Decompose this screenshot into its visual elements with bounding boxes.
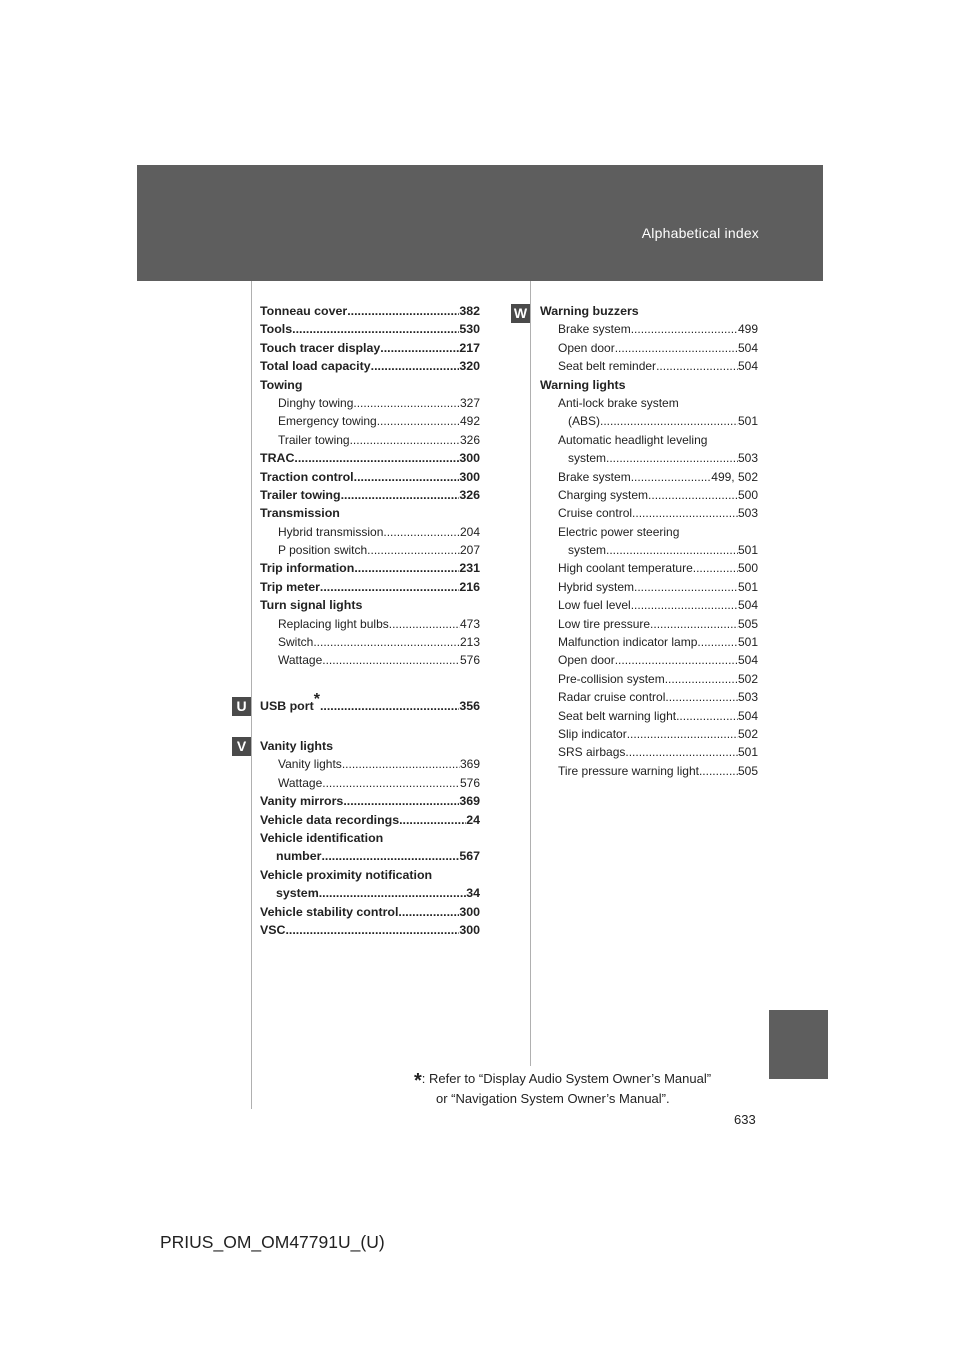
leader-dots [322, 776, 460, 790]
entry-page: 500 [737, 487, 758, 502]
entry-label: Vehicle identification [260, 830, 384, 845]
entry-page: 504 [737, 340, 758, 355]
entry-page: 501 [737, 745, 758, 760]
entry-page: 502 [737, 671, 758, 686]
entry-label: VSC [260, 922, 286, 937]
entry-label: Vehicle proximity notification [260, 867, 433, 882]
entry-label: Hybrid transmission [278, 524, 384, 539]
entry-label: Total load capacity [260, 359, 371, 374]
index-entry [540, 598, 758, 616]
entry-label: Switch [278, 635, 314, 650]
leader-dots [600, 414, 738, 428]
index-entry [260, 525, 480, 543]
entry-label: Vanity lights [278, 757, 342, 772]
entry-page: 501 [737, 414, 758, 429]
entry-page: 576 [459, 653, 480, 668]
entry-label: Low fuel level [558, 598, 631, 613]
entry-label: TRAC [260, 451, 295, 466]
leader-dots [292, 322, 459, 336]
entry-label: number [276, 849, 322, 864]
index-entry [260, 691, 480, 715]
entry-page: 382 [459, 304, 480, 318]
entry-page: 503 [737, 690, 758, 705]
entry-page: 501 [737, 579, 758, 594]
document-code: PRIUS_OM_OM47791U_(U) [160, 1232, 385, 1252]
index-entry [260, 433, 480, 451]
index-entry [260, 831, 480, 849]
entry-label: Transmission [260, 506, 340, 521]
entry-label: Traction control [260, 469, 354, 484]
index-entry [260, 470, 480, 488]
entry-page: 501 [737, 635, 758, 650]
leader-dots [322, 653, 460, 667]
footnote-star: * [313, 691, 320, 708]
leader-dots [634, 580, 738, 594]
entry-label: (ABS) [568, 414, 601, 429]
leader-dots [615, 653, 738, 667]
page-header-band [137, 165, 823, 281]
entry-label: Brake system [558, 322, 631, 337]
entry-page: 492 [459, 414, 480, 429]
index-entry [260, 757, 480, 775]
entry-page: 300 [459, 904, 480, 919]
leader-dots [398, 905, 459, 919]
entry-page: 500 [737, 561, 758, 576]
index-entry [540, 433, 758, 451]
leader-dots [650, 617, 738, 631]
leader-dots [627, 727, 738, 741]
entry-page: 320 [459, 359, 480, 374]
leader-dots [399, 813, 466, 827]
entry-label: Dinghy towing [278, 395, 354, 410]
leader-dots [606, 451, 738, 465]
entry-page: 499, 502 [711, 469, 758, 484]
leader-dots [606, 543, 738, 557]
left-column-rule [251, 281, 252, 1109]
index-entry [540, 322, 758, 340]
footnote-line-1: : Refer to “Display Audio System Owner’s Manual” [421, 1071, 712, 1086]
index-entry [260, 868, 480, 886]
entry-page: 213 [459, 635, 480, 650]
entry-label: Vanity mirrors [260, 794, 344, 809]
index-entry [260, 488, 480, 506]
entry-page: 369 [459, 794, 480, 809]
entry-label: Open door [558, 340, 615, 355]
index-entry [540, 580, 758, 598]
index-entry [260, 635, 480, 653]
leader-dots [341, 488, 460, 502]
leader-dots [615, 341, 738, 355]
entry-page: 567 [459, 849, 480, 864]
leader-dots [631, 322, 738, 336]
leader-dots [676, 709, 738, 723]
index-entry [260, 414, 480, 432]
entry-page: 327 [459, 395, 480, 410]
entry-page: 503 [737, 451, 758, 466]
entry-label: Vanity lights [260, 739, 333, 753]
entry-label: Open door [558, 653, 615, 668]
leader-dots [389, 617, 460, 631]
entry-label: Electric power steering [558, 524, 680, 539]
index-entry [540, 414, 758, 432]
entry-page: 501 [737, 543, 758, 558]
entry-page: 24 [466, 812, 480, 827]
leader-dots [343, 794, 459, 808]
index-entry [540, 727, 758, 745]
index-entry [260, 617, 480, 635]
leader-dots [632, 506, 738, 520]
entry-page: 326 [459, 487, 480, 502]
index-entry [540, 304, 758, 322]
index-entry [260, 886, 480, 904]
index-entry [260, 653, 480, 671]
index-entry [540, 378, 758, 396]
index-entry [540, 653, 758, 671]
leader-dots [665, 672, 738, 686]
section-title: Alphabetical index [641, 225, 759, 241]
entry-page: 207 [459, 543, 480, 558]
entry-page: 300 [459, 922, 480, 937]
index-entry [540, 451, 758, 469]
leader-dots [631, 470, 712, 484]
index-entry [260, 794, 480, 812]
entry-label: Trip information [260, 561, 355, 576]
entry-label: Vehicle data recordings [260, 812, 400, 827]
entry-label: Seat belt warning light [558, 708, 677, 723]
leader-dots [383, 525, 460, 539]
index-entry [540, 525, 758, 543]
index-entry [540, 543, 758, 561]
leader-dots [697, 635, 738, 649]
entry-label: Trailer towing [278, 432, 350, 447]
index-entry [260, 739, 480, 757]
index-entry [540, 341, 758, 359]
entry-page: 502 [737, 726, 758, 741]
index-entry [260, 506, 480, 524]
leader-dots [347, 304, 459, 318]
entry-page: 503 [737, 506, 758, 521]
index-entry [540, 635, 758, 653]
leader-dots [380, 341, 459, 355]
leader-dots [656, 359, 738, 373]
index-entry [540, 617, 758, 635]
entry-label: Seat belt reminder [558, 359, 657, 374]
entry-label: Low tire pressure [558, 616, 651, 631]
entry-label: Trailer towing [260, 487, 341, 502]
entry-label: system [568, 451, 607, 466]
entry-page: 505 [737, 763, 758, 778]
leader-dots [350, 433, 460, 447]
entry-page: 499 [737, 322, 758, 337]
index-entry [260, 341, 480, 359]
entry-page: 356 [459, 699, 480, 713]
entry-label: Vehicle stability control [260, 904, 399, 919]
entry-label: Wattage [278, 775, 323, 790]
leader-dots [648, 488, 738, 502]
entry-label: Warning buzzers [540, 304, 639, 318]
entry-page: 217 [459, 340, 480, 355]
letter-tab-u: U [232, 697, 251, 716]
entry-label: P position switch [278, 543, 368, 558]
entry-label: Warning lights [540, 377, 626, 392]
entry-label: Tonneau cover [260, 304, 348, 318]
entry-label: Turn signal lights [260, 598, 363, 613]
index-entry [260, 849, 480, 867]
index-entry [260, 598, 480, 616]
entry-label: SRS airbags [558, 745, 626, 760]
index-entry [260, 776, 480, 794]
entry-label: Charging system [558, 487, 649, 502]
index-entry [540, 470, 758, 488]
index-entry [540, 690, 758, 708]
letter-tab-v: V [232, 737, 251, 756]
leader-dots [625, 745, 738, 759]
entry-page: 326 [459, 432, 480, 447]
leader-dots [353, 396, 460, 410]
entry-label: Towing [260, 377, 303, 392]
entry-page: 505 [737, 616, 758, 631]
entry-label: Cruise control [558, 506, 633, 521]
leader-dots [313, 635, 460, 649]
entry-label: Touch tracer display [260, 340, 381, 355]
entry-page: 204 [459, 524, 480, 539]
index-entry [540, 396, 758, 414]
leader-dots [367, 543, 460, 557]
index-column-left [260, 304, 480, 672]
entry-page: 504 [737, 708, 758, 723]
index-entry [260, 451, 480, 469]
index-entry [260, 322, 480, 340]
index-entry [540, 709, 758, 727]
index-entry [260, 580, 480, 598]
footnote [414, 1070, 711, 1107]
entry-label: Anti-lock brake system [558, 395, 679, 410]
leader-dots [693, 561, 738, 575]
entry-page: 576 [459, 775, 480, 790]
entry-page: 504 [737, 653, 758, 668]
entry-label: Radar cruise control. [558, 690, 669, 705]
entry-label: Brake system [558, 469, 631, 484]
leader-dots [342, 757, 460, 771]
page-number: 633 [734, 1112, 756, 1127]
leader-dots [294, 451, 459, 465]
entry-page: 504 [737, 359, 758, 374]
letter-tab-w: W [511, 304, 530, 323]
entry-page: 216 [459, 579, 480, 594]
leader-dots [320, 580, 459, 594]
chapter-tab [769, 1010, 828, 1079]
entry-label: Replacing light bulbs [278, 616, 389, 631]
index-entry [540, 561, 758, 579]
index-entry [260, 543, 480, 561]
entry-page: 231 [459, 561, 480, 576]
center-column-rule [530, 281, 531, 1066]
index-entry [540, 672, 758, 690]
index-entry [260, 396, 480, 414]
index-column-v [260, 739, 480, 941]
leader-dots [377, 414, 460, 428]
index-entry [540, 488, 758, 506]
index-entry [540, 764, 758, 782]
index-entry [260, 923, 480, 941]
entry-label: USB port* [260, 691, 320, 713]
entry-label: system [568, 543, 607, 558]
entry-page: 473 [459, 616, 480, 631]
entry-page: 369 [459, 757, 480, 772]
index-entry [260, 304, 480, 322]
entry-page: 34 [466, 886, 480, 901]
entry-page: 530 [459, 322, 480, 337]
leader-dots [699, 764, 738, 778]
leader-dots [285, 923, 459, 937]
entry-label: Wattage [278, 653, 323, 668]
entry-label: Emergency towing [278, 414, 377, 429]
entry-label: Tools [260, 322, 293, 337]
usb-entry [260, 691, 480, 715]
leader-dots [354, 470, 460, 484]
entry-label: system [276, 886, 319, 901]
index-entry [540, 359, 758, 377]
entry-label: Pre-collision system [558, 671, 665, 686]
entry-label: Slip indicator [558, 726, 627, 741]
entry-label: Malfunction indicator lamp [558, 635, 698, 650]
entry-page: 300 [459, 469, 480, 484]
entry-label: Trip meter [260, 579, 320, 594]
entry-page: 504 [737, 598, 758, 613]
leader-dots [371, 359, 460, 373]
index-entry [540, 506, 758, 524]
leader-dots [669, 690, 738, 704]
index-entry [260, 378, 480, 396]
leader-dots [320, 699, 459, 713]
index-entry [540, 745, 758, 763]
index-entry [260, 813, 480, 831]
leader-dots [631, 598, 738, 612]
entry-label: Hybrid system [558, 579, 635, 594]
leader-dots [321, 849, 459, 863]
entry-page: 300 [459, 451, 480, 466]
entry-label: Tire pressure warning light [558, 763, 699, 778]
index-entry [260, 359, 480, 377]
leader-dots [354, 561, 459, 575]
footnote-line-2: or “Navigation System Owner’s Manual”. [436, 1091, 670, 1106]
entry-label: Automatic headlight leveling [558, 432, 708, 447]
leader-dots [319, 886, 466, 900]
index-entry [260, 905, 480, 923]
index-column-right [540, 304, 758, 782]
footnote-star: * [414, 1070, 422, 1092]
entry-label: High coolant temperature [558, 561, 693, 576]
index-entry [260, 561, 480, 579]
